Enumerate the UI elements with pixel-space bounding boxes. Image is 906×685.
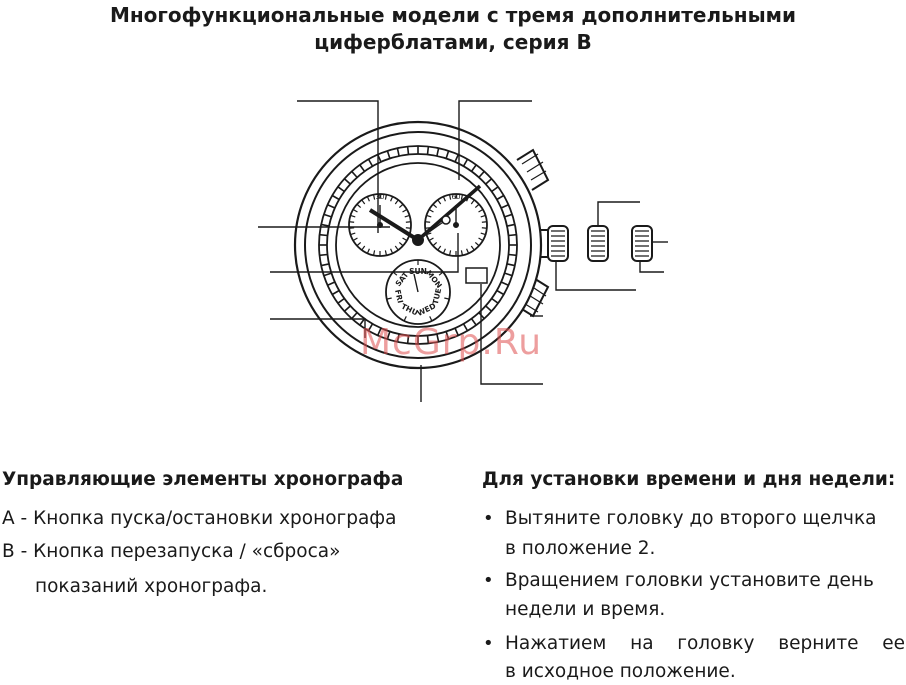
crown-position-2 (632, 226, 652, 261)
bullet-3-marker: • (483, 633, 494, 654)
day-label: TUE (430, 287, 444, 306)
crown-position-1 (588, 226, 608, 261)
title-line-1: Многофункциональные модели с тремя дополнительными (109, 3, 797, 27)
bullet-3-line-2: в исходное положение. (505, 661, 736, 682)
title-line-2: циферблатами, серия B (314, 30, 592, 54)
day-label: SAT (393, 270, 411, 289)
bullet-2-line-1: Вращением головки установите день (505, 570, 874, 591)
bullet-1-line-1: Вытяните головку до второго щелчка (505, 508, 877, 529)
crown-position-0 (538, 226, 568, 261)
subdial-left-label: 30 (375, 193, 385, 201)
tick-mark (320, 235, 328, 236)
day-label: MON (424, 268, 444, 290)
bullet-3-word: ее (882, 633, 905, 654)
watermark: McGrp.Ru (360, 322, 543, 363)
tick-mark (482, 228, 487, 229)
tick-mark (428, 147, 429, 155)
day-label: THU (399, 301, 420, 318)
bullet-3-word: верните (778, 633, 859, 654)
item-a: A - Кнопка пуска/остановки хронографа (2, 508, 397, 529)
chrono-controls-heading: Управляющие элементы хронографа (2, 469, 404, 490)
bullet-2-marker: • (483, 570, 494, 591)
bullet-1-line-2: в положение 2. (505, 538, 656, 559)
bullet-3-word: головку (677, 633, 755, 654)
item-b-line-1: B - Кнопка перезапуска / «сброса» (2, 541, 341, 562)
day-label: WED (415, 301, 438, 318)
bullet-1-marker: • (483, 508, 494, 529)
tick-mark (509, 255, 517, 256)
tick-mark (320, 255, 328, 256)
tick-mark (482, 222, 487, 223)
bullet-3-word: Нажатием (505, 633, 607, 654)
bullet-3-word: на (630, 633, 654, 654)
item-b-line-2: показаний хронографа. (35, 576, 268, 597)
tick-mark (406, 228, 411, 229)
day-label: FRI (393, 288, 405, 305)
subdial-right-label: 60 (451, 193, 461, 201)
tick-mark (509, 235, 517, 236)
tick-mark (406, 222, 411, 223)
bullet-2-line-2: недели и время. (505, 599, 666, 620)
tick-mark (349, 222, 354, 223)
day-label: SUN (409, 267, 427, 276)
tick-mark (349, 228, 354, 229)
tick-mark (425, 222, 430, 223)
time-setting-heading: Для установки времени и дня недели: (482, 469, 896, 490)
bullet-3-line-1 (505, 633, 905, 654)
tick-mark (408, 147, 409, 155)
